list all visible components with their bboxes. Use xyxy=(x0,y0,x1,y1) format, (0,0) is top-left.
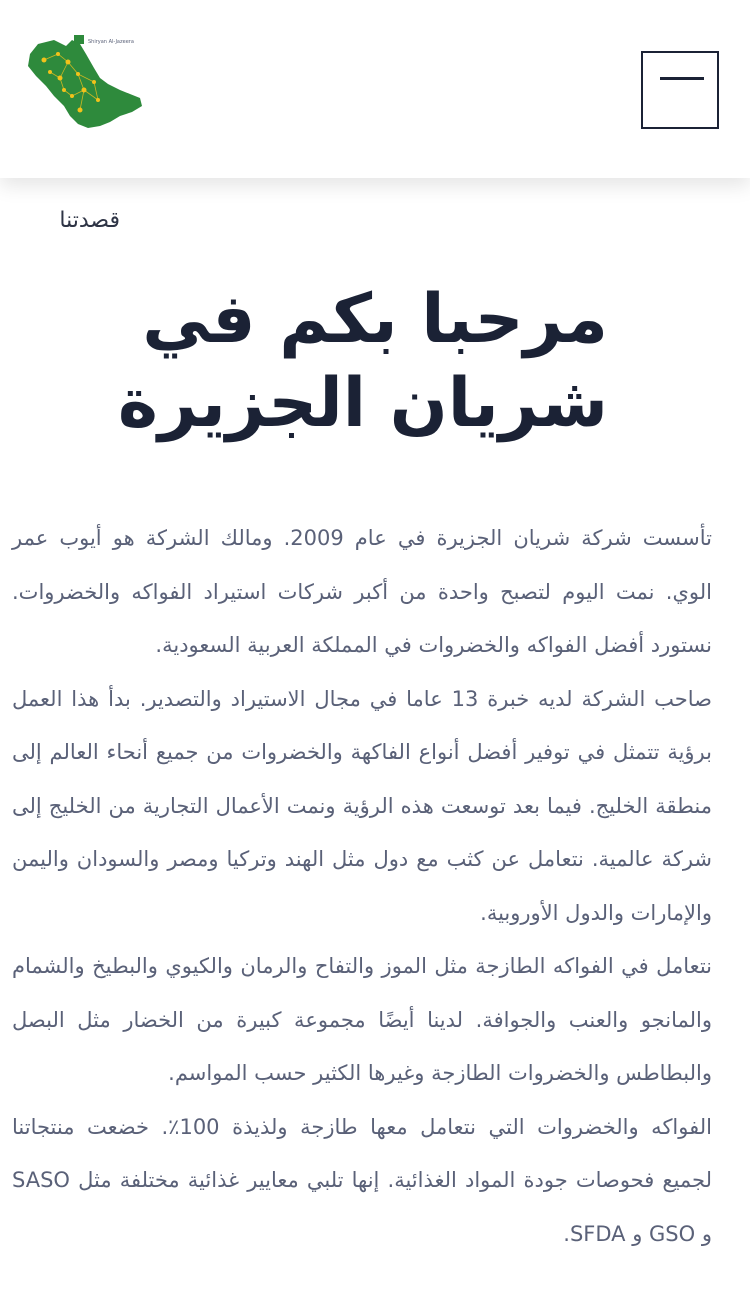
page-title: مرحبا بكم في شريان الجزيرة xyxy=(117,280,608,443)
paragraph: صاحب الشركة لديه خبرة 13 عاما في مجال الاستيراد والتصدير. بدأ هذا العمل برؤية تتمثل في توفير أفضل أنواع الفاكهة والخضروات من جميع أنحاء العالم إلى منطقة الخليج. فيما بعد توسعت هذه الرؤية ونمت الأعمال التجارية من الخليج إلى شركة عالمية. نتعامل عن كثب مع دول مثل الهند وتركيا ومصر والسودان واليمن والإمارات والدول الأوروبية. xyxy=(12,686,712,925)
about-body xyxy=(12,512,712,1261)
svg-text:Shiryan Al-Jazeera: Shiryan Al-Jazeera xyxy=(88,39,134,45)
paragraph: نتعامل في الفواكه الطازجة مثل الموز والتفاح والرمان والكيوي والبطيخ والشمام والمانجو والعنب والجوافة. لدينا أيضًا مجموعة كبيرة من الخضار مثل البصل والبطاطس والخضروات الطازجة وغيرها الكثير حسب المواسم. xyxy=(12,954,712,1085)
paragraph: تأسست شركة شريان الجزيرة في عام 2009. ومالك الشركة هو أيوب عمر الوي. نمت اليوم لتصبح واحدة من أكبر شركات استيراد الفواكه والخضروات. نستورد أفضل الفواكه والخضروات في المملكة العربية السعودية. xyxy=(12,526,712,657)
logo[interactable] xyxy=(24,32,148,136)
section-eyebrow: قصدتنا xyxy=(59,208,120,233)
saudi-map-logo-icon xyxy=(24,32,148,136)
site-header xyxy=(0,0,750,178)
hamburger-menu-button[interactable] xyxy=(641,51,719,129)
menu-icon xyxy=(660,77,704,80)
paragraph: الفواكه والخضروات التي نتعامل معها طازجة ولذيذة 100٪. خضعت منتجاتنا لجميع فحوصات جودة المواد الغذائية. إنها تلبي معايير غذائية مختلفة مثل SASO و GSO و SFDA. xyxy=(12,1114,712,1246)
